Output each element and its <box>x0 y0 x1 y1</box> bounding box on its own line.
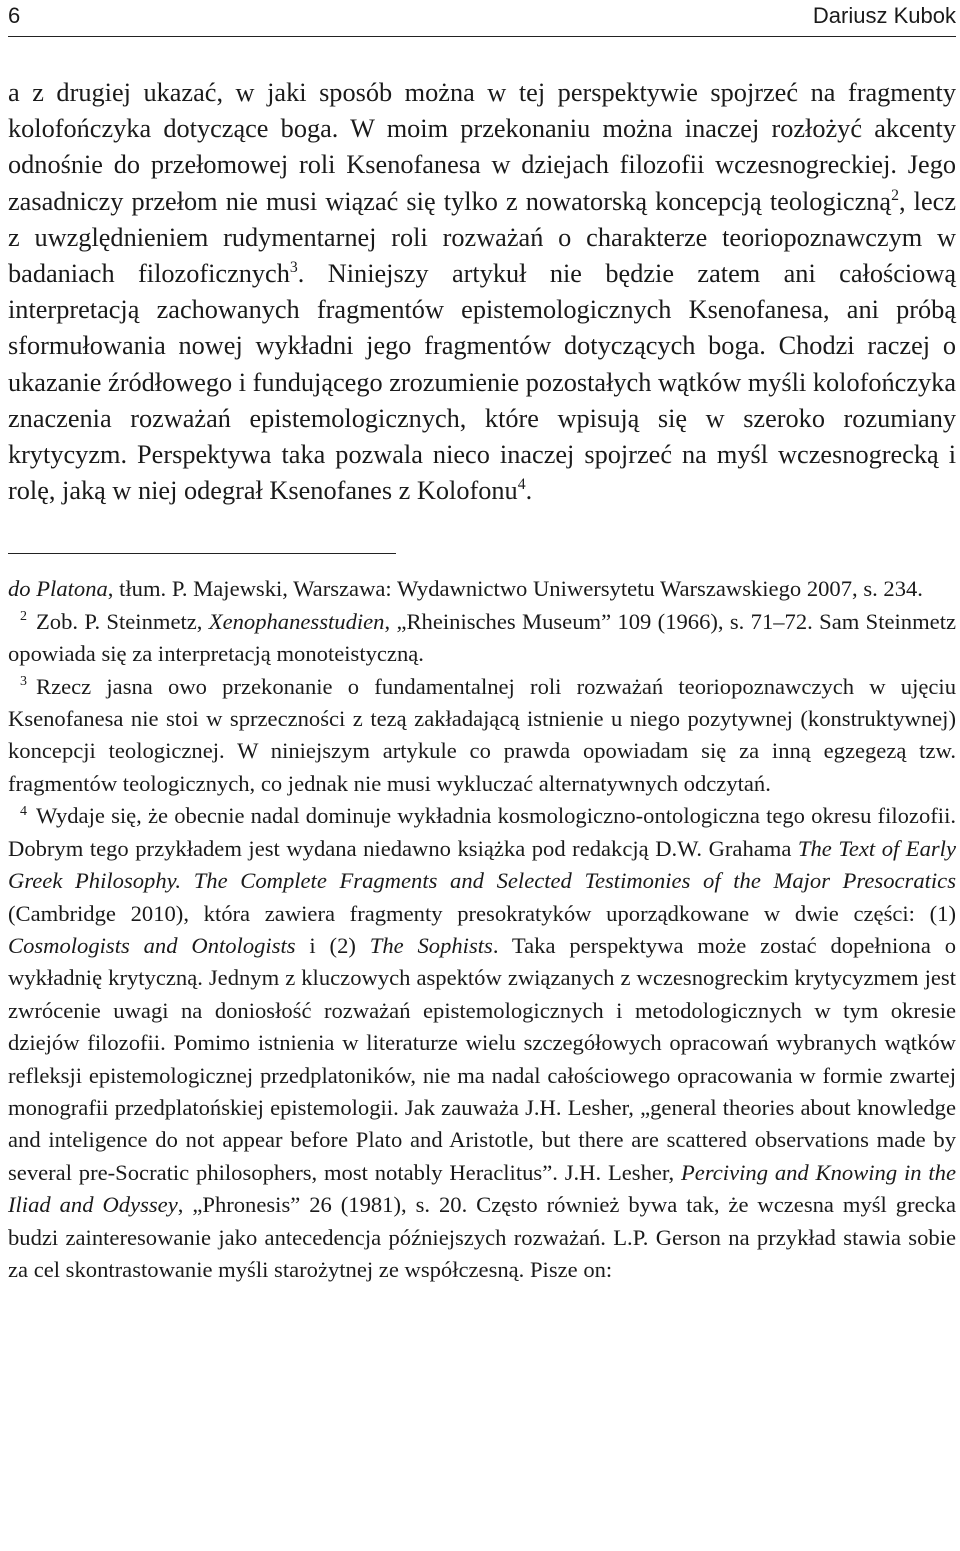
footnote-separator <box>8 553 396 554</box>
footnote-2: 2 Zob. P. Steinmetz, Xenophanesstudien, „Rheinisches Museum” 109 (1966), s. 71–72. Sam Steinmetz opowiada się za interpretacją monoteistyczną. <box>8 608 956 667</box>
running-header <box>8 0 956 37</box>
footnote-ref-4[interactable]: 4 <box>517 476 526 494</box>
body-text-1: a z drugiej ukazać, w jaki sposób można w tej perspektywie spojrzeć na fragmenty kolofończyka dotyczące boga. W moim przekonaniu można inaczej rozłożyć akcenty odnośnie do przełomowej roli Ksenofanesa w dziejach filozofii wczesnogreckiej. Jego zasadniczy przełom nie musi wiązać się tylko z nowatorską koncepcją teologiczną <box>8 78 956 216</box>
main-paragraph <box>8 75 956 509</box>
page <box>8 0 956 1286</box>
running-head-author: Dariusz Kubok <box>812 3 956 28</box>
footnote-ref-3[interactable]: 3 <box>289 259 298 277</box>
body-text-3: . Niniejszy artykuł nie będzie zatem ani całościową interpretacją zachowanych fragmentów epistemologicznych Ksenofanesa, ani próbą sformułowania nowej wykładni jego fragmentów dotyczących boga. Chodzi raczej o ukazanie źródłowego i fundującego zrozumienie pozostałych wątków myśli kolofończyka znaczenia rozważań epistemologicznych, które wpisują się w szeroko rozumiany krytycyzm. Perspektywa taka pozwala nieco inaczej spojrzeć na myśl wczesnogrecką i rolę, jaką w niej odegrał Ksenofanes z Kolofonu <box>8 259 956 506</box>
footnote-continuation: do Platona, tłum. P. Majewski, Warszawa: Wydawnictwo Uniwersytetu Warszawskiego 2007, s. 234. <box>8 576 923 602</box>
footnote-3: 3 Rzecz jasna owo przekonanie o fundamentalnej roli rozważań teoriopoznawczych w ujęciu Ksenofanesa nie stoi w sprzeczności z tezą zakładającą istnienie u niego pozytywnej (konstruktywnej) koncepcji teologicznej. W niniejszym artykule co prawda opowiadam się za inną egzegezą tzw. fragmentów teologicznych, co jednak nie musi wykluczać alternatywnych odczytań. <box>8 673 956 796</box>
body-text-4: . <box>525 476 533 506</box>
footnotes <box>8 573 956 1286</box>
page-number: 6 <box>8 3 21 28</box>
footnote-4: 4 Wydaje się, że obecnie nadal dominuje wykładnia kosmologiczno-ontologiczna tego okresu filozofii. Dobrym tego przykładem jest wydana niedawno książka pod redakcją D.W. Grahama The Text of Early Greek Philosophy. The Complete Fragments and Selected Testimonies of the Major Presocratics (Cambridge 2010), która zawiera fragmenty presokratyków uporządkowane w dwie części: (1) Cosmologists and Ontologists i (2) The Sophists. Taka perspektywa może zostać dopełniona o wykładnię krytyczną. Jednym z kluczowych aspektów związanych z wczesnogreckim krytycyzmem jest zwrócenie uwagi na doniosłość rozważań epistemologicznych i metodologicznych w tym okresie dziejów filozofii. Pomimo istnienia w literaturze wielu szczegółowych opracowań wybranych wątków refleksji epistemologicznej przedplatoników, nie ma nadal całościowego opracowania w formie zwartej monografii przedplatońskiej epistemologii. Jak zauważa J.H. Lesher, „general theories about knowledge and inteligence do not appear before Plato and Aristotle, but there are scattered observations made by several pre-Socratic philosophers, most notably Heraclitus”. J.H. Lesher, Perciving and Knowing in the Iliad and Odyssey, „Phronesis” 26 (1981), s. 20. Często również bywa tak, że wczesna myśl grecka budzi zainteresowanie jako antecedencja późniejszych rozważań. L.P. Gerson na przykład stawia sobie za cel skontrastowanie myśli starożytnej ze współczesną. Pisze on: <box>8 803 956 1282</box>
footnote-ref-2[interactable]: 2 <box>891 186 899 204</box>
body-text-2: , lecz z uwzględnieniem rudymentarnej roli rozważań o charakterze teoriopoznawczym w badaniach filozoficznych <box>8 186 956 289</box>
